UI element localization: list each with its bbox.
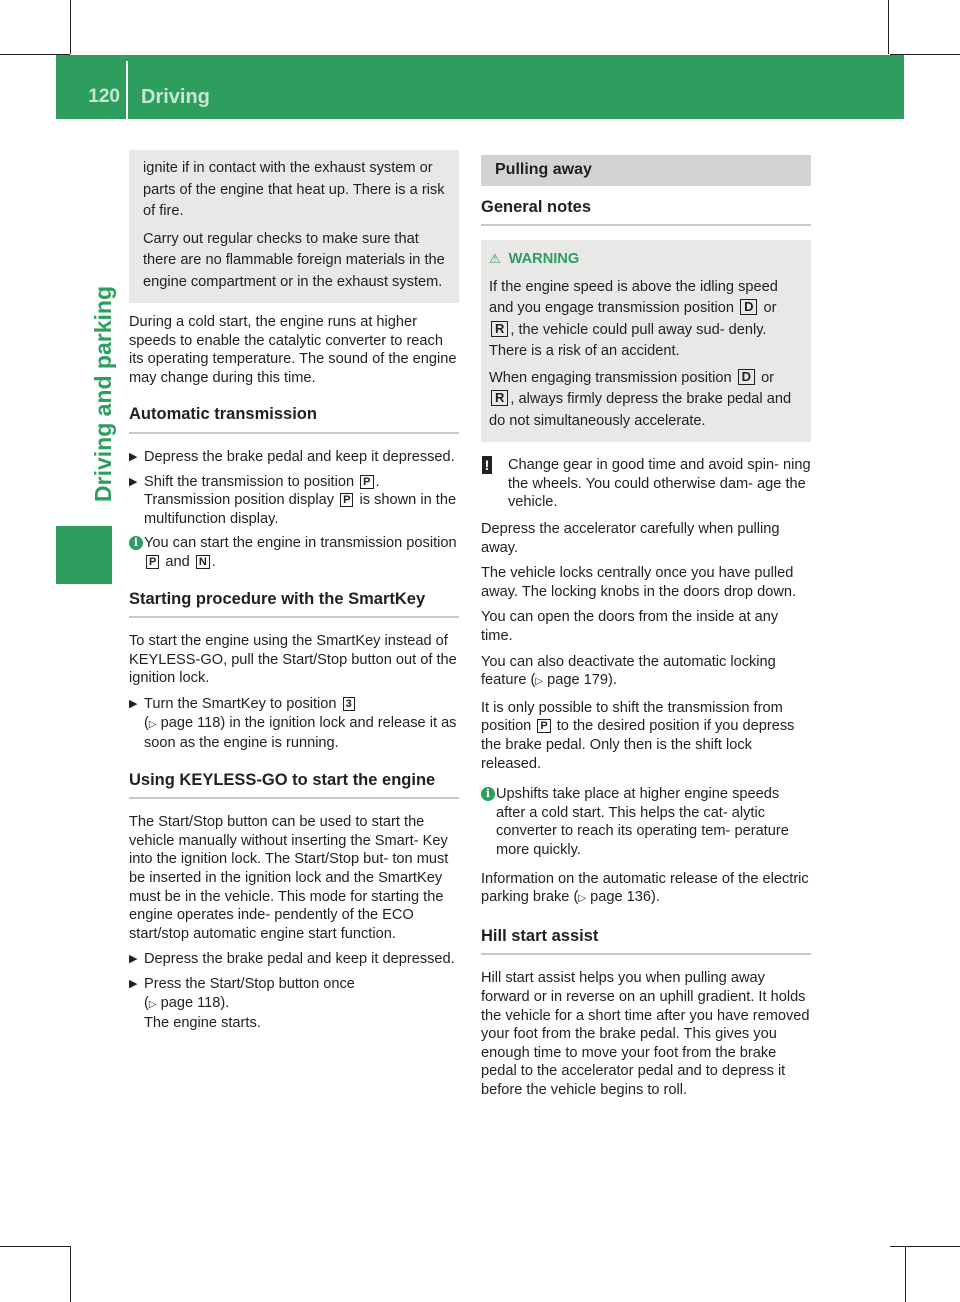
- warning-text-part: or: [759, 300, 777, 317]
- warning-text-part: , the vehicle could pull away sud- denly. There is a risk of an accident.: [489, 321, 767, 360]
- step-text: (: [144, 994, 149, 1011]
- step-text: is shown in the multifunction display.: [144, 492, 457, 527]
- gear-d-icon: D: [740, 299, 757, 315]
- step-text: page 118) in the ignition lock and release it as soon as the engine is running.: [144, 714, 457, 752]
- info-icon: i: [481, 787, 495, 801]
- gear-r-icon: R: [491, 390, 508, 406]
- info-text: .: [211, 553, 216, 570]
- step-arrow-icon: ▶: [129, 978, 138, 991]
- crop-mark: [70, 1246, 71, 1302]
- paragraph: [481, 699, 811, 773]
- crop-mark: [888, 0, 889, 54]
- page-title: Driving: [141, 86, 210, 108]
- paragraph-keyless-go: The Start/Stop button can be used to start the vehicle manually without inserting the Smart- Key into the ignition lock. The Start/Stop but- ton must be inserted in the ignition lock and the SmartKey must be in the vehicle. This mode for starting the engine operates inde- pendently of the ECO start/stop automatic engine start function.: [129, 814, 449, 942]
- heading-automatic-transmission: Automatic transmission: [129, 405, 459, 434]
- right-column: [481, 155, 811, 1107]
- warning-triangle-icon: ⚠: [489, 251, 501, 267]
- paragraph: Depress the accelerator carefully when pulling away.: [481, 521, 780, 556]
- gear-d-icon: D: [738, 369, 755, 385]
- gear-n-icon: N: [196, 555, 210, 569]
- step-item: [129, 950, 459, 969]
- step-text: Turn the SmartKey to position: [144, 695, 341, 712]
- heading-general-notes: General notes: [481, 198, 811, 227]
- info-text: You can start the engine in transmission position: [144, 535, 457, 552]
- caution-text: Change gear in good time and avoid spin- ning the wheels. You could otherwise dam- age the vehicle.: [508, 457, 811, 511]
- step-text: Depress the brake pedal and keep it depressed.: [144, 951, 455, 968]
- info-text: and: [161, 553, 194, 570]
- step-arrow-icon: ▶: [129, 450, 138, 463]
- gear-p-icon: P: [146, 555, 159, 569]
- gear-r-icon: R: [491, 321, 508, 337]
- page-reference-icon: ▷: [578, 893, 587, 905]
- page-reference-icon: ▷: [148, 718, 157, 730]
- info-note: [129, 534, 459, 571]
- step-text: Transmission position display: [144, 492, 339, 509]
- warning-text-part: When engaging transmission position: [489, 369, 736, 386]
- heading-keyless-go: Using KEYLESS-GO to start the engine: [129, 771, 459, 800]
- page-number: 120: [88, 86, 120, 107]
- paragraph: The vehicle locks centrally once you have pulled away. The locking knobs in the doors drop down.: [481, 565, 797, 600]
- key-position-icon: 3: [343, 697, 355, 711]
- chapter-side-tab: [84, 286, 122, 502]
- heading-hill-start-assist: Hill start assist: [481, 927, 811, 956]
- info-icon: i: [129, 536, 143, 550]
- paragraph: [481, 653, 811, 692]
- gear-p-icon: P: [537, 719, 550, 733]
- warning-header: [489, 250, 799, 269]
- warning-text: [489, 368, 799, 433]
- warning-text-part: or: [757, 369, 775, 386]
- step-item: [129, 695, 459, 753]
- info-text: Upshifts take place at higher engine speeds after a cold start. This helps the cat- alytic converter to reach its operating tem- perature more quickly.: [496, 786, 789, 858]
- warning-text-part: If the engine speed is above the idling speed and you engage transmission position: [489, 278, 778, 317]
- paragraph-hill-start: Hill start assist helps you when pulling away forward or in reverse on an uphill gradient. It holds the vehicle for a short time after you have removed your foot from the brake pedal. This gives you enough time to move your foot from the brake pedal to the accelerator pedal and to depress it before the vehicle begins to roll.: [481, 970, 810, 1098]
- caution-note: [481, 456, 811, 512]
- step-arrow-icon: ▶: [129, 697, 138, 710]
- crop-mark: [905, 1246, 906, 1302]
- paragraph-part: You can also deactivate the automatic locking feature (: [481, 653, 776, 689]
- step-text: Shift the transmission to position: [144, 473, 359, 490]
- gear-p-icon: P: [360, 475, 373, 489]
- warning-continuation-box: [129, 150, 459, 303]
- paragraph-smartkey: To start the engine using the SmartKey instead of KEYLESS-GO, pull the Start/Stop button out of the ignition lock.: [129, 633, 457, 687]
- paragraph: You can open the doors from the inside at any time.: [481, 609, 779, 645]
- paragraph-part: page 179).: [543, 672, 617, 689]
- crop-mark: [0, 1246, 70, 1247]
- step-item: [129, 448, 459, 467]
- info-note: [481, 785, 811, 859]
- step-item: [129, 473, 459, 529]
- paragraph-part: It is only possible to shift the transmission from position: [481, 699, 783, 735]
- paragraph-part: to the desired position if you depress the brake pedal. Only then is the shift lock released.: [481, 718, 795, 772]
- paragraph-part: Information on the automatic release of the electric parking brake (: [481, 870, 809, 906]
- step-text: Depress the brake pedal and keep it depressed.: [144, 448, 455, 465]
- section-bar-pulling-away: Pulling away: [481, 155, 811, 186]
- paragraph-part: page 136).: [586, 889, 660, 906]
- page-reference-icon: ▷: [535, 676, 544, 688]
- gear-p-icon: P: [340, 493, 353, 507]
- step-text: (: [144, 714, 149, 731]
- step-text: .: [375, 473, 380, 490]
- crop-mark: [890, 1246, 960, 1247]
- paragraph-cold-start: During a cold start, the engine runs at higher speeds to enable the catalytic converter to reach its operating temperature. The sound of the engine may change during this time.: [129, 314, 457, 386]
- warning-box: [481, 240, 811, 442]
- heading-smartkey: Starting procedure with the SmartKey: [129, 590, 459, 619]
- warning-text: [489, 277, 799, 363]
- crop-mark: [70, 0, 71, 54]
- chapter-side-tab-label: Driving and parking: [89, 286, 116, 502]
- step-arrow-icon: ▶: [129, 953, 138, 966]
- warning-text-part: , always firmly depress the brake pedal and do not simultaneously accelerate.: [489, 391, 792, 429]
- warning-text: ignite if in contact with the exhaust system or parts of the engine that heat up. There is a risk of fire.: [143, 160, 445, 219]
- page-reference-icon: ▷: [148, 998, 157, 1010]
- step-arrow-icon: ▶: [129, 475, 138, 488]
- left-column: [129, 150, 459, 1039]
- caution-icon: !: [482, 456, 492, 474]
- warning-label: WARNING: [508, 251, 580, 268]
- header-divider: [126, 61, 128, 119]
- chapter-marker-box: [56, 526, 112, 584]
- step-text: page 118).: [156, 994, 230, 1011]
- step-item: [129, 975, 459, 1033]
- step-text: The engine starts.: [144, 1015, 261, 1032]
- warning-text: Carry out regular checks to make sure that there are no flammable foreign materials in the engine compartment or in the exhaust system.: [143, 230, 445, 290]
- step-text: Press the Start/Stop button once: [144, 976, 355, 993]
- paragraph: [481, 870, 811, 909]
